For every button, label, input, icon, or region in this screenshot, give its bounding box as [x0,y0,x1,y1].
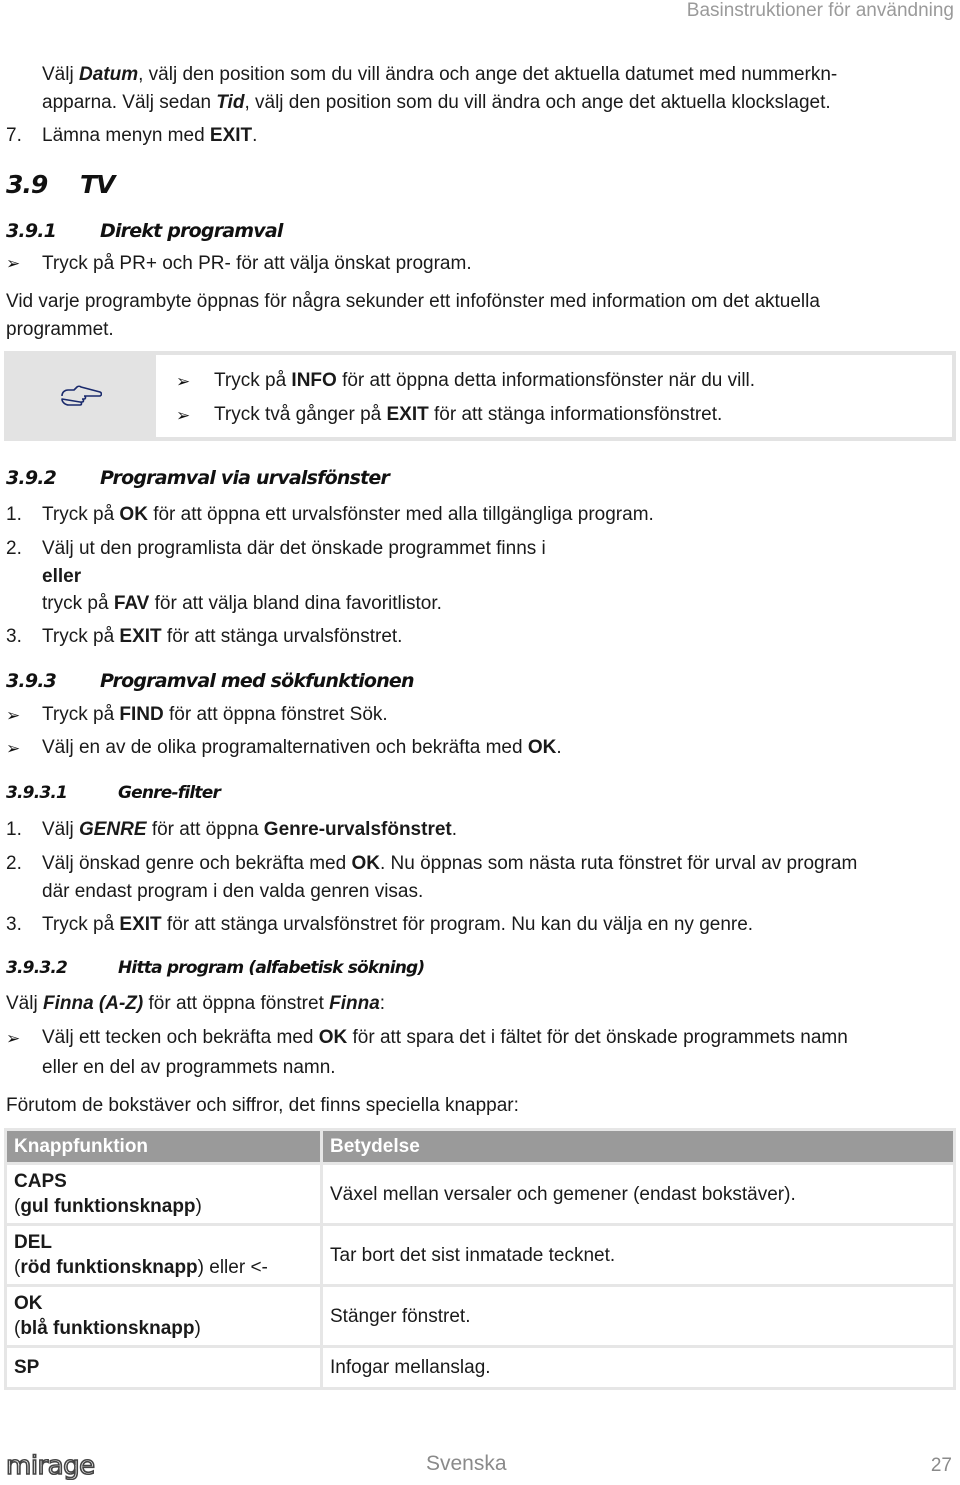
intro-line-2 [42,91,831,115]
table-cell: Växel mellan versaler och gemener (endast bokstäver). [322,1164,955,1225]
text: Tryck på [42,704,120,725]
key-name: CAPS [14,1171,67,1192]
note-content [154,351,956,441]
table-cell [6,1286,322,1347]
key-name: EXIT [386,404,429,425]
list-item [42,625,402,649]
table-header-row [6,1130,955,1164]
text: ( [14,1318,21,1339]
key-name: DEL [14,1232,52,1253]
text: apparna. Välj sedan [42,92,217,113]
text: ) [195,1196,202,1217]
bullet-text [42,703,388,727]
page-number: 27 [930,1455,952,1476]
bullet-arrow-icon: ➢ [6,254,21,273]
key-name: OK [318,1027,348,1048]
list-number: 2. [6,538,22,559]
table-cell: SP [6,1347,322,1389]
list-item-or: eller [42,566,82,587]
table-cell [6,1164,322,1225]
paragraph-line: programmet. [6,319,114,340]
list-number: 3. [6,914,22,935]
text: ) eller <- [197,1257,268,1278]
list-item [42,503,654,527]
list-item: Välj ut den programlista där det önskade programmet finns i [42,538,546,559]
section-number: 3.9 [6,170,48,199]
text: Välj [6,993,43,1014]
table-row [6,1225,955,1286]
key-function-table [4,1128,956,1390]
text: , välj den position som du vill ändra och ange det aktuella klockslaget. [244,92,831,113]
subsection-title: Direkt programval [100,220,283,242]
text: för att spara det i fältet för det önskade programmets namn [347,1027,848,1048]
list-item-continued [42,592,442,616]
text: Tryck på [214,370,292,391]
bullet-arrow-icon: ➢ [176,372,191,391]
list-number: 3. [6,626,22,647]
subsection-title: Genre-filter [118,783,221,803]
key-color: röd funktionsknapp [20,1257,198,1278]
text: för att öppna fönstret [143,993,330,1014]
text: för att öppna [146,819,264,840]
key-name: FAV [113,593,150,614]
subsection-number: 3.9.2 [6,467,57,489]
key-name: OK [527,737,557,758]
table-cell: Tar bort det sist inmatade tecknet. [322,1225,955,1286]
text: Välj ett tecken och bekräfta med [42,1027,319,1048]
text: Välj en av de olika programalternativen och bekräfta med [42,737,528,758]
bullet-text [42,1026,848,1050]
pointing-hand-icon [60,383,102,409]
paragraph-line: Vid varje programbyte öppnas för några sekunder ett infofönster med information om det aktuella [6,291,820,312]
svg-text:mirage: mirage [6,1451,95,1480]
text: för att stänga urvalsfönstret för program. Nu kan du välja en ny genre. [161,914,754,935]
list-number: 2. [6,853,22,874]
subsection-number: 3.9.1 [6,220,57,242]
subsection-number: 3.9.3 [6,670,57,692]
text: Tryck två gånger på [214,404,387,425]
text: för att stänga urvalsfönstret. [161,626,403,647]
key-name: INFO [291,370,337,391]
key-color: blå funktionsknapp [20,1318,195,1339]
key-name: EXIT [119,914,162,935]
key-name: OK [351,853,380,874]
bullet-arrow-icon: ➢ [6,1029,21,1048]
list-item [42,852,857,876]
text: . [451,819,458,840]
bullet-text: Tryck på PR+ och PR- för att välja önskat program. [42,253,472,274]
intro-line-1 [42,63,837,87]
emphasis: Finna (A-Z) [42,993,144,1014]
text: ( [14,1257,21,1278]
table-cell [6,1225,322,1286]
list-number: 1. [6,504,22,525]
bullet-text-continued: eller en del av programmets namn. [42,1057,336,1078]
bullet-arrow-icon: ➢ [6,739,21,758]
key-name: FIND [119,704,164,725]
paragraph-line: Förutom de bokstäver och siffror, det finns speciella knappar: [6,1095,519,1116]
text: Tryck på [42,626,120,647]
key-name: OK [14,1293,43,1314]
text: . Nu öppnas som nästa ruta fönstret för urval av program [379,853,858,874]
text: Tryck på [42,504,120,525]
mirage-logo [6,1448,112,1480]
note-bullet-1 [214,369,755,393]
subsection-number: 3.9.3.2 [6,958,68,978]
text: för att stänga informationsfönstret. [428,404,723,425]
text: ) [194,1318,201,1339]
emphasis: Datum [78,64,139,85]
bullet-arrow-icon: ➢ [176,406,191,425]
step-7 [42,124,257,148]
text: Välj [42,819,79,840]
running-header: Basinstruktioner för användning [686,0,954,21]
table-cell: Infogar mellanslag. [322,1347,955,1389]
footer-language: Svenska [426,1452,507,1475]
key-name: EXIT [119,626,162,647]
table-row [6,1347,955,1389]
text: för att välja bland dina favoritlistor. [149,593,442,614]
emphasis: GENRE [78,819,147,840]
table-cell: Stänger fönstret. [322,1286,955,1347]
column-header: Betydelse [322,1130,955,1164]
emphasis: Finna [329,993,380,1014]
list-item [42,913,753,937]
key-color: gul funktionsknapp [20,1196,196,1217]
paragraph-line [6,992,385,1016]
subsection-title: Programval med sökfunktionen [100,670,414,692]
text: för att öppna detta informationsfönster när du vill. [336,370,756,391]
subsection-title: Programval via urvalsfönster [100,467,390,489]
text: Välj önskad genre och bekräfta med [42,853,352,874]
note-box [4,351,956,441]
text: tryck på [42,593,114,614]
text: . [556,737,562,758]
list-item-continued: där endast program i den valda genren visas. [42,881,424,902]
bullet-text [42,736,562,760]
text: för att öppna ett urvalsfönster med alla tillgängliga program. [147,504,654,525]
text: för att öppna fönstret Sök. [163,704,388,725]
emphasis: Tid [216,92,245,113]
text: Lämna menyn med [42,125,210,146]
step-7-number: 7. [6,125,22,146]
text: ( [14,1196,21,1217]
key-name: OK [119,504,148,525]
table-row [6,1164,955,1225]
subsection-title: Hitta program (alfabetisk sökning) [118,958,425,978]
text: . [252,125,258,146]
note-bullet-2 [214,403,722,427]
key-name: Genre-urvalsfönstret [263,819,452,840]
table-row [6,1286,955,1347]
column-header: Knappfunktion [6,1130,322,1164]
subsection-number: 3.9.3.1 [6,783,68,803]
list-item [42,818,457,842]
text: Tryck på [42,914,120,935]
section-title: TV [80,170,115,199]
text: Välj [42,64,79,85]
key-name: EXIT [209,125,253,146]
list-number: 1. [6,819,22,840]
bullet-arrow-icon: ➢ [6,706,21,725]
text: , välj den position som du vill ändra och ange det aktuella datumet med nummerkn- [138,64,838,85]
text: : [379,993,386,1014]
